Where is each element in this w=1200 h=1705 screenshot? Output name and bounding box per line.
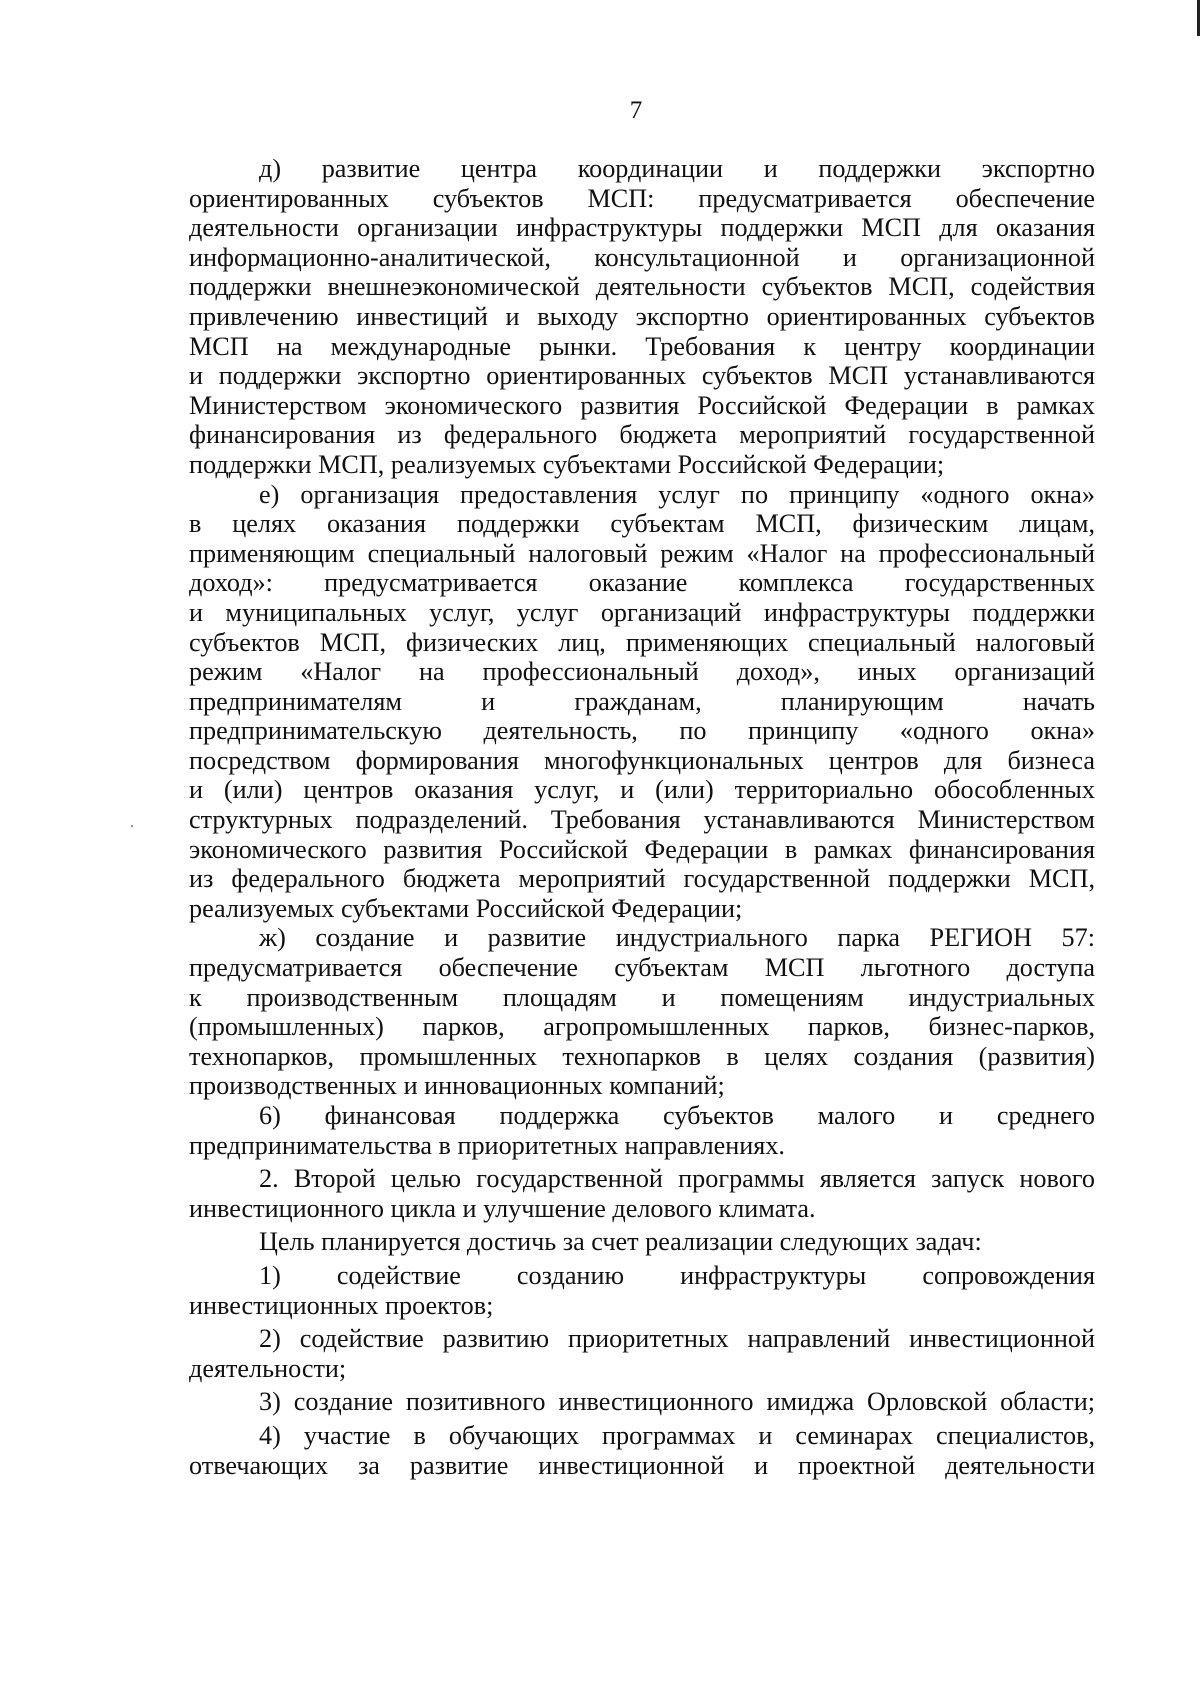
text-line: 1) содействие созданию инфраструктуры сопровождения (259, 1260, 1095, 1290)
text-line: режим «Налог на профессиональный доход», иных организаций (189, 657, 1095, 687)
text-line: информационно-аналитической, консультационной и организационной (189, 242, 1095, 272)
text-line: инвестиционных проектов; (189, 1290, 494, 1320)
text-line: структурных подразделений. Требования устанавливаются Министерством (189, 805, 1095, 835)
text-line: инвестиционного цикла и улучшение делового климата. (189, 1193, 816, 1223)
text-line: предусматривается обеспечение субъектам МСП льготного доступа (189, 953, 1095, 983)
text-line: и муниципальных услуг, услуг организаций инфраструктуры поддержки (189, 597, 1095, 627)
paragraph (189, 1387, 1095, 1417)
text-line: финансирования из федерального бюджета мероприятий государственной (189, 420, 1095, 450)
text-line: поддержки внешнеэкономической деятельности субъектов МСП, содействия (189, 272, 1095, 302)
text-line: в целях оказания поддержки субъектам МСП, физическим лицам, (189, 509, 1095, 539)
text-line: Министерством экономического развития Российской Федерации в рамках (189, 390, 1095, 420)
text-line: технопарков, промышленных технопарков в целях создания (развития) (189, 1041, 1095, 1071)
paragraph (189, 1101, 1095, 1160)
text-line: 2) содействие развитию приоритетных направлений инвестиционной (259, 1324, 1095, 1354)
text-line: и (или) центров оказания услуг, и (или) территориально обособленных (189, 775, 1095, 805)
text-line: 6) финансовая поддержка субъектов малого и среднего (259, 1101, 1095, 1130)
paragraph (189, 1324, 1095, 1383)
text-line: применяющим специальный налоговый режим «Налог на профессиональный (189, 538, 1095, 568)
text-line: е) организация предоставления услуг по принципу «одного окна» (259, 479, 1095, 509)
text-line: предпринимательства в приоритетных направлениях. (189, 1130, 785, 1160)
text-line: посредством формирования многофункциональных центров для бизнеса (189, 745, 1095, 775)
text-line: и поддержки экспортно ориентированных субъектов МСП устанавливаются (189, 361, 1095, 391)
scan-margin-dot (131, 825, 133, 827)
text-line: реализуемых субъектами Российской Федерации; (189, 893, 743, 923)
text-line: к производственным площадям и помещениям индустриальных (189, 982, 1095, 1012)
paragraph (189, 1164, 1095, 1223)
document-body (189, 154, 1095, 1480)
paragraph (189, 1421, 1095, 1480)
text-line: производственных и инновационных компаний; (189, 1071, 725, 1101)
text-line: 2. Второй целью государственной программы является запуск нового (259, 1164, 1095, 1194)
page-number: 7 (629, 97, 643, 124)
text-line: доход»: предусматривается оказание комплекса государственных (189, 568, 1095, 598)
paragraph (189, 1227, 1095, 1257)
text-line: деятельности организации инфраструктуры поддержки МСП для оказания (189, 213, 1095, 243)
text-line: (промышленных) парков, агропромышленных парков, бизнес-парков, (189, 1012, 1095, 1042)
text-line: из федерального бюджета мероприятий государственной поддержки МСП, (189, 864, 1095, 894)
text-line: д) развитие центра координации и поддержки экспортно (259, 154, 1095, 183)
paragraph (189, 480, 1095, 924)
paragraph (189, 1261, 1095, 1320)
text-line: МСП на международные рынки. Требования к центру координации (189, 331, 1095, 361)
text-line: деятельности; (189, 1353, 347, 1383)
text-line: привлечению инвестиций и выходу экспортно ориентированных субъектов (189, 301, 1095, 331)
paragraph (189, 923, 1095, 1101)
text-line: 3) создание позитивного инвестиционного имиджа Орловской области; (259, 1387, 1095, 1417)
text-line: поддержки МСП, реализуемых субъектами Российской Федерации; (189, 449, 945, 479)
text-line: ж) создание и развитие индустриального парка РЕГИОН 57: (259, 923, 1095, 953)
text-line: Цель планируется достичь за счет реализации следующих задач: (259, 1227, 982, 1257)
text-line: отвечающих за развитие инвестиционной и проектной деятельности (189, 1450, 1095, 1480)
paragraph (189, 154, 1095, 480)
text-line: субъектов МСП, физических лиц, применяющих специальный налоговый (189, 627, 1095, 657)
text-line: экономического развития Российской Федерации в рамках финансирования (189, 834, 1095, 864)
text-line: 4) участие в обучающих программах и семинарах специалистов, (259, 1420, 1095, 1450)
text-line: предпринимателям и гражданам, планирующим начать (189, 686, 1095, 716)
text-line: предпринимательскую деятельность, по принципу «одного окна» (189, 716, 1095, 746)
text-line: ориентированных субъектов МСП: предусматривается обеспечение (189, 183, 1095, 213)
